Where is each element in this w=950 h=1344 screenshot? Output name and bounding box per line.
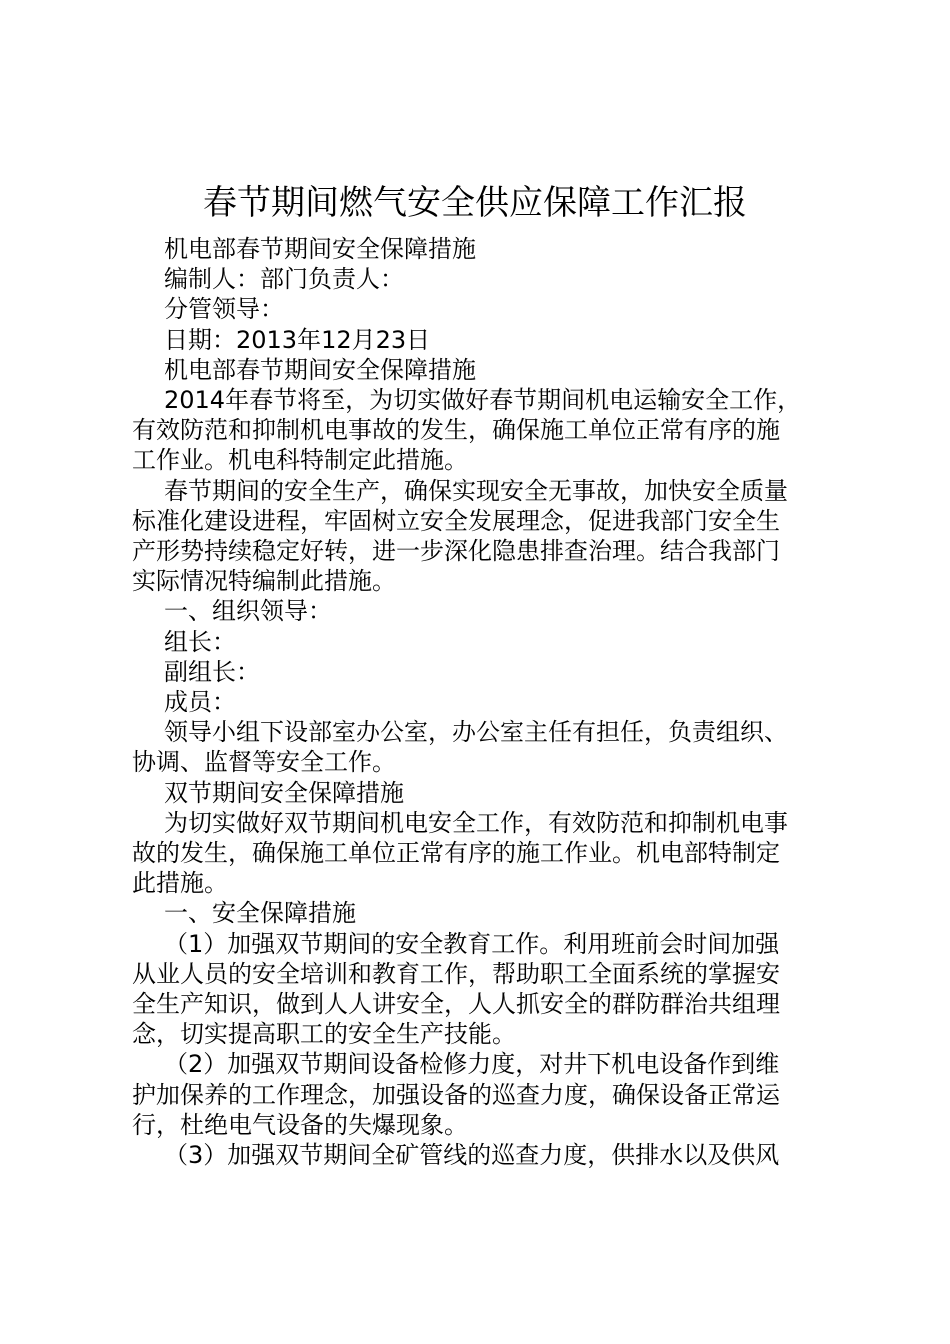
supervisor-line: 分管领导： [164,295,284,324]
paragraph-line: 春节期间的安全生产，确保实现安全无事故，加快安全质量 [164,476,788,505]
paragraph-line: 实际情况特编制此措施。 [132,567,396,596]
paragraph-line: 为切实做好双节期间机电安全工作，有效防范和抑制机电事 [164,808,788,837]
list-item-line: 护加保养的工作理念，加强设备的巡查力度，确保设备正常运 [132,1080,780,1109]
compiler-line: 编制人：部门负责人： [164,265,404,294]
list-item-line: （3）加强双节期间全矿管线的巡查力度，供排水以及供风 [164,1141,780,1170]
subtitle: 机电部春节期间安全保障措施 [164,235,476,263]
list-item-line: 从业人员的安全培训和教育工作，帮助职工全面系统的掌握安 [132,959,780,988]
members-line: 成员： [164,688,236,717]
deputy-leader-line: 副组长： [164,657,260,686]
leader-line: 组长： [164,627,236,656]
list-item-line: 全生产知识，做到人人讲安全，人人抓安全的群防群治共组理 [132,990,780,1019]
paragraph-line: 故的发生，确保施工单位正常有序的施工作业。机电部特制定 [132,839,780,868]
paragraph-line: 工作业。机电科特制定此措施。 [132,446,468,475]
paragraph-line: 产形势持续稳定好转，进一步深化隐患排查治理。结合我部门 [132,537,780,566]
section-heading-safety: 一、安全保障措施 [164,899,356,928]
document-body [132,234,832,1170]
list-item-line: 念，切实提高职工的安全生产技能。 [132,1020,516,1049]
date-line: 日期：2013年12月23日 [164,325,431,354]
paragraph-line: 协调、监督等安全工作。 [132,748,396,777]
document-title: 春节期间燃气安全供应保障工作汇报 [203,183,747,223]
paragraph-line: 领导小组下设部室办公室，办公室主任有担任，负责组织、 [164,718,788,747]
subtitle-repeat: 机电部春节期间安全保障措施 [164,355,476,384]
list-item-line: 行，杜绝电气设备的失爆现象。 [132,1110,468,1139]
list-item-line: （2）加强双节期间设备检修力度，对井下机电设备作到维 [164,1050,780,1079]
paragraph-line: 2014年春节将至，为切实做好春节期间机电运输安全工作， [164,386,802,415]
list-item-line: （1）加强双节期间的安全教育工作。利用班前会时间加强 [164,929,780,958]
paragraph-line: 有效防范和抑制机电事故的发生，确保施工单位正常有序的施 [132,416,780,445]
paragraph-line: 标准化建设进程，牢固树立安全发展理念，促进我部门安全生 [132,506,780,535]
paragraph-line: 此措施。 [132,869,228,898]
section-heading-organization: 一、组织领导： [164,597,332,626]
holiday-heading: 双节期间安全保障措施 [164,778,404,807]
